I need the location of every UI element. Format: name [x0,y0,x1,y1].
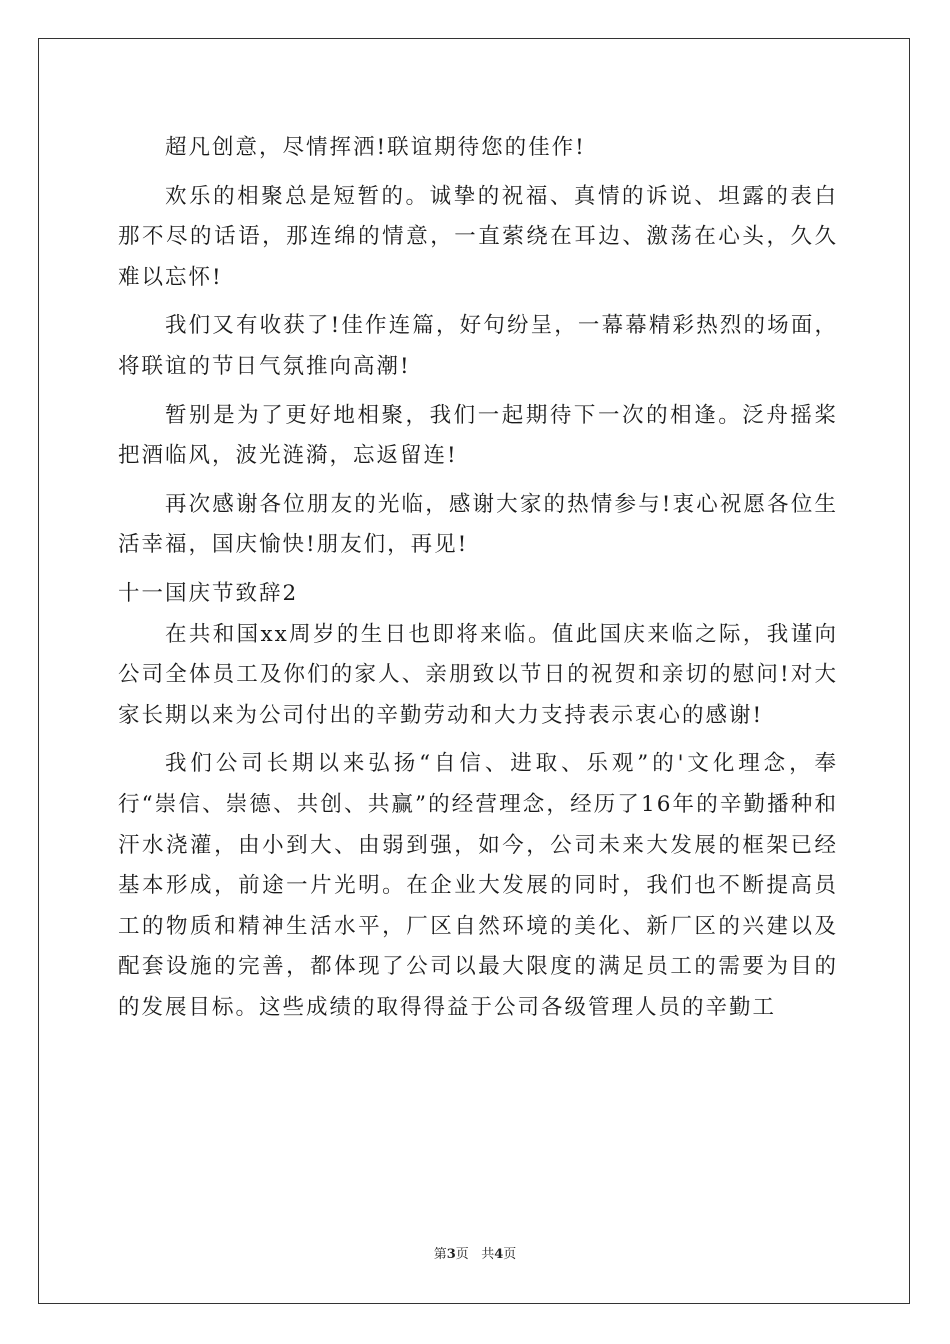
document-body [118,128,838,1036]
paragraph-1: 超凡创意，尽情挥洒!联谊期待您的佳作! [165,135,586,160]
paragraph-4: 暂别是为了更好地相聚，我们一起期待下一次的相逢。泛舟摇桨把酒临风，波光涟漪，忘返留连! [118,402,838,469]
total-prefix: 共 [481,1247,495,1262]
paragraph-3: 我们又有收获了!佳作连篇，好句纷呈，一幕幕精彩热烈的场面，将联谊的节日气氛推向高潮! [118,313,838,379]
paragraph-2: 欢乐的相聚总是短暂的。诚挚的祝福、真情的诉说、坦露的表白那不尽的话语，那连绵的情意，一直萦绕在耳边、激荡在心头，久久难以忘怀! [118,183,838,290]
current-page-number: 3 [446,1247,456,1262]
page-footer [0,1243,950,1262]
paragraph-5: 再次感谢各位朋友的光临，感谢大家的热情参与!衷心祝愿各位生活幸福，国庆愉快!朋友们，再见! [118,491,838,558]
paragraph-7: 我们公司长期以来弘扬“自信、进取、乐观”的'文化理念，奉行“崇信、崇德、共创、共赢”的经营理念，经历了16年的辛勤播种和汗水浇灌，由小到大、由弱到强，如今，公司未来大发展的框架已经基本形成，前途一片光明。在企业大发展的同时，我们也不断提高员工的物质和精神生活水平，厂区自然环境的美化、新厂区的兴建以及配套设施的完善，都体现了公司以最大限度的满足员工的需要为目的的发展目标。这些成绩的取得得益于公司各级管理人员的辛勤工 [118,751,838,1020]
section-heading: 十一国庆节致辞2 [118,580,299,606]
total-suffix: 页 [503,1247,517,1262]
total-page-number: 4 [494,1247,504,1262]
page-suffix: 页 [455,1247,469,1262]
page-prefix: 第 [433,1247,447,1262]
paragraph-6: 在共和国xx周岁的生日也即将来临。值此国庆来临之际，我谨向公司全体员工及你们的家人、亲朋致以节日的祝贺和亲切的慰问!对大家长期以来为公司付出的辛勤劳动和大力支持表示衷心的感谢! [118,621,838,728]
